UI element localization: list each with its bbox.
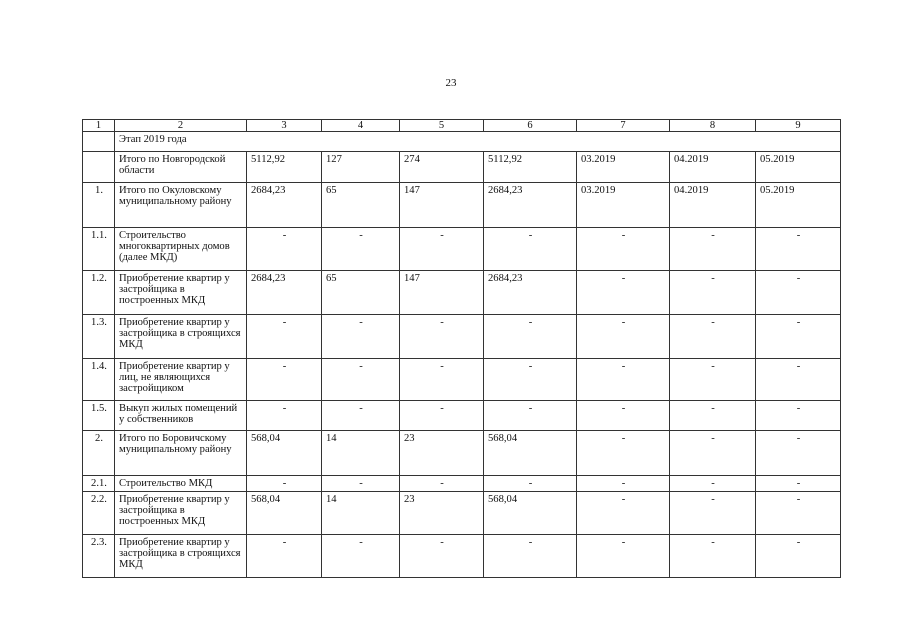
- cell-col-5: -: [400, 476, 484, 492]
- cell-col-3: -: [247, 315, 322, 359]
- row-number: 1.4.: [83, 359, 115, 401]
- table-row: [83, 271, 841, 315]
- cell-col-9: -: [756, 535, 841, 578]
- column-number: 7: [577, 120, 670, 132]
- column-number: 5: [400, 120, 484, 132]
- row-name: Выкуп жилых помещений у собственников: [115, 401, 247, 431]
- row-number: 2.1.: [83, 476, 115, 492]
- row-name: Приобретение квартир у лиц, не являющихся застройщиком: [115, 359, 247, 401]
- row-name: Приобретение квартир у застройщика в строящихся МКД: [115, 535, 247, 578]
- housing-program-table: [82, 119, 841, 578]
- cell-col-5: 23: [400, 492, 484, 535]
- cell-col-3: -: [247, 359, 322, 401]
- cell-col-7: -: [577, 228, 670, 271]
- cell-col-8: -: [670, 476, 756, 492]
- column-number: 9: [756, 120, 841, 132]
- cell-col-9: -: [756, 401, 841, 431]
- cell-col-4: 65: [322, 271, 400, 315]
- cell-col-5: 147: [400, 271, 484, 315]
- cell-col-5: 147: [400, 183, 484, 228]
- cell-col-6: -: [484, 476, 577, 492]
- cell-col-7: -: [577, 315, 670, 359]
- cell-col-9: -: [756, 431, 841, 476]
- row-number: 2.3.: [83, 535, 115, 578]
- cell-col-5: -: [400, 359, 484, 401]
- cell-col-8: -: [670, 492, 756, 535]
- cell-col-3: 2684,23: [247, 271, 322, 315]
- cell-col-3: -: [247, 228, 322, 271]
- cell-col-5: 23: [400, 431, 484, 476]
- cell-col-4: 14: [322, 431, 400, 476]
- row-name: Приобретение квартир у застройщика в строящихся МКД: [115, 315, 247, 359]
- cell-col-5: -: [400, 315, 484, 359]
- cell-col-9: -: [756, 271, 841, 315]
- row-name: Итого по Новгородской области: [115, 152, 247, 183]
- row-name: Приобретение квартир у застройщика в построенных МКД: [115, 271, 247, 315]
- column-number: 2: [115, 120, 247, 132]
- table-row: [83, 476, 841, 492]
- cell-col-6: -: [484, 228, 577, 271]
- cell-col-7: -: [577, 359, 670, 401]
- cell-col-6: 5112,92: [484, 152, 577, 183]
- table-row: [83, 183, 841, 228]
- cell-col-6: 568,04: [484, 431, 577, 476]
- cell-col-4: -: [322, 535, 400, 578]
- row-number: 2.: [83, 431, 115, 476]
- cell-col-3: 2684,23: [247, 183, 322, 228]
- row-number: 1.5.: [83, 401, 115, 431]
- column-number: 3: [247, 120, 322, 132]
- cell-col-7: -: [577, 492, 670, 535]
- cell-col-9: 05.2019: [756, 183, 841, 228]
- cell-col-4: -: [322, 315, 400, 359]
- cell-col-4: 127: [322, 152, 400, 183]
- column-number: 1: [83, 120, 115, 132]
- cell-col-7: 03.2019: [577, 183, 670, 228]
- cell-col-8: -: [670, 401, 756, 431]
- row-name: Итого по Боровичскому муниципальному району: [115, 431, 247, 476]
- column-number-row: [83, 120, 841, 132]
- column-number: 6: [484, 120, 577, 132]
- cell-col-4: -: [322, 359, 400, 401]
- table-row: [83, 228, 841, 271]
- cell-col-8: -: [670, 359, 756, 401]
- row-number: 1.: [83, 183, 115, 228]
- cell-col-6: -: [484, 401, 577, 431]
- cell-col-8: -: [670, 228, 756, 271]
- cell-col-8: -: [670, 271, 756, 315]
- table-row: [83, 315, 841, 359]
- cell-col-8: 04.2019: [670, 183, 756, 228]
- cell-col-6: 568,04: [484, 492, 577, 535]
- row-name: Строительство многоквартирных домов (далее МКД): [115, 228, 247, 271]
- cell-col-5: -: [400, 228, 484, 271]
- cell-col-7: -: [577, 476, 670, 492]
- row-number: 1.1.: [83, 228, 115, 271]
- cell-col-8: -: [670, 315, 756, 359]
- cell-col-6: -: [484, 315, 577, 359]
- table-row: [83, 359, 841, 401]
- table-row: [83, 152, 841, 183]
- cell-col-9: 05.2019: [756, 152, 841, 183]
- cell-col-8: -: [670, 431, 756, 476]
- cell-col-6: 2684,23: [484, 271, 577, 315]
- cell-col-4: -: [322, 476, 400, 492]
- table-row: [83, 492, 841, 535]
- page-number: 23: [445, 77, 457, 89]
- cell-col-9: -: [756, 315, 841, 359]
- table-row: [83, 431, 841, 476]
- cell-col-3: -: [247, 476, 322, 492]
- row-number: 1.2.: [83, 271, 115, 315]
- column-number: 8: [670, 120, 756, 132]
- cell-col-9: -: [756, 492, 841, 535]
- cell-col-8: 04.2019: [670, 152, 756, 183]
- cell-col-3: -: [247, 535, 322, 578]
- cell-col-5: 274: [400, 152, 484, 183]
- cell-col-3: 568,04: [247, 492, 322, 535]
- row-number: 2.2.: [83, 492, 115, 535]
- table-row: [83, 401, 841, 431]
- cell-col-7: -: [577, 271, 670, 315]
- stage-label: Этап 2019 года: [115, 132, 841, 152]
- cell-col-5: -: [400, 401, 484, 431]
- cell-col-6: -: [484, 359, 577, 401]
- cell-col-9: -: [756, 359, 841, 401]
- stage-row: [83, 132, 841, 152]
- cell-col-7: 03.2019: [577, 152, 670, 183]
- cell-col-8: -: [670, 535, 756, 578]
- row-number: [83, 152, 115, 183]
- cell-col-4: -: [322, 401, 400, 431]
- row-number: 1.3.: [83, 315, 115, 359]
- column-number: 4: [322, 120, 400, 132]
- cell-col-6: 2684,23: [484, 183, 577, 228]
- cell-col-7: -: [577, 535, 670, 578]
- cell-col-9: -: [756, 476, 841, 492]
- cell-col-5: -: [400, 535, 484, 578]
- cell-col-4: -: [322, 228, 400, 271]
- cell-col-9: -: [756, 228, 841, 271]
- row-name: Строительство МКД: [115, 476, 247, 492]
- cell-col-7: -: [577, 431, 670, 476]
- cell-col-3: -: [247, 401, 322, 431]
- cell-col-4: 65: [322, 183, 400, 228]
- row-name: Итого по Окуловскому муниципальному району: [115, 183, 247, 228]
- cell-col-3: 568,04: [247, 431, 322, 476]
- cell-col-6: -: [484, 535, 577, 578]
- cell-col-7: -: [577, 401, 670, 431]
- cell-col-4: 14: [322, 492, 400, 535]
- cell-col-3: 5112,92: [247, 152, 322, 183]
- row-name: Приобретение квартир у застройщика в построенных МКД: [115, 492, 247, 535]
- table-row: [83, 535, 841, 578]
